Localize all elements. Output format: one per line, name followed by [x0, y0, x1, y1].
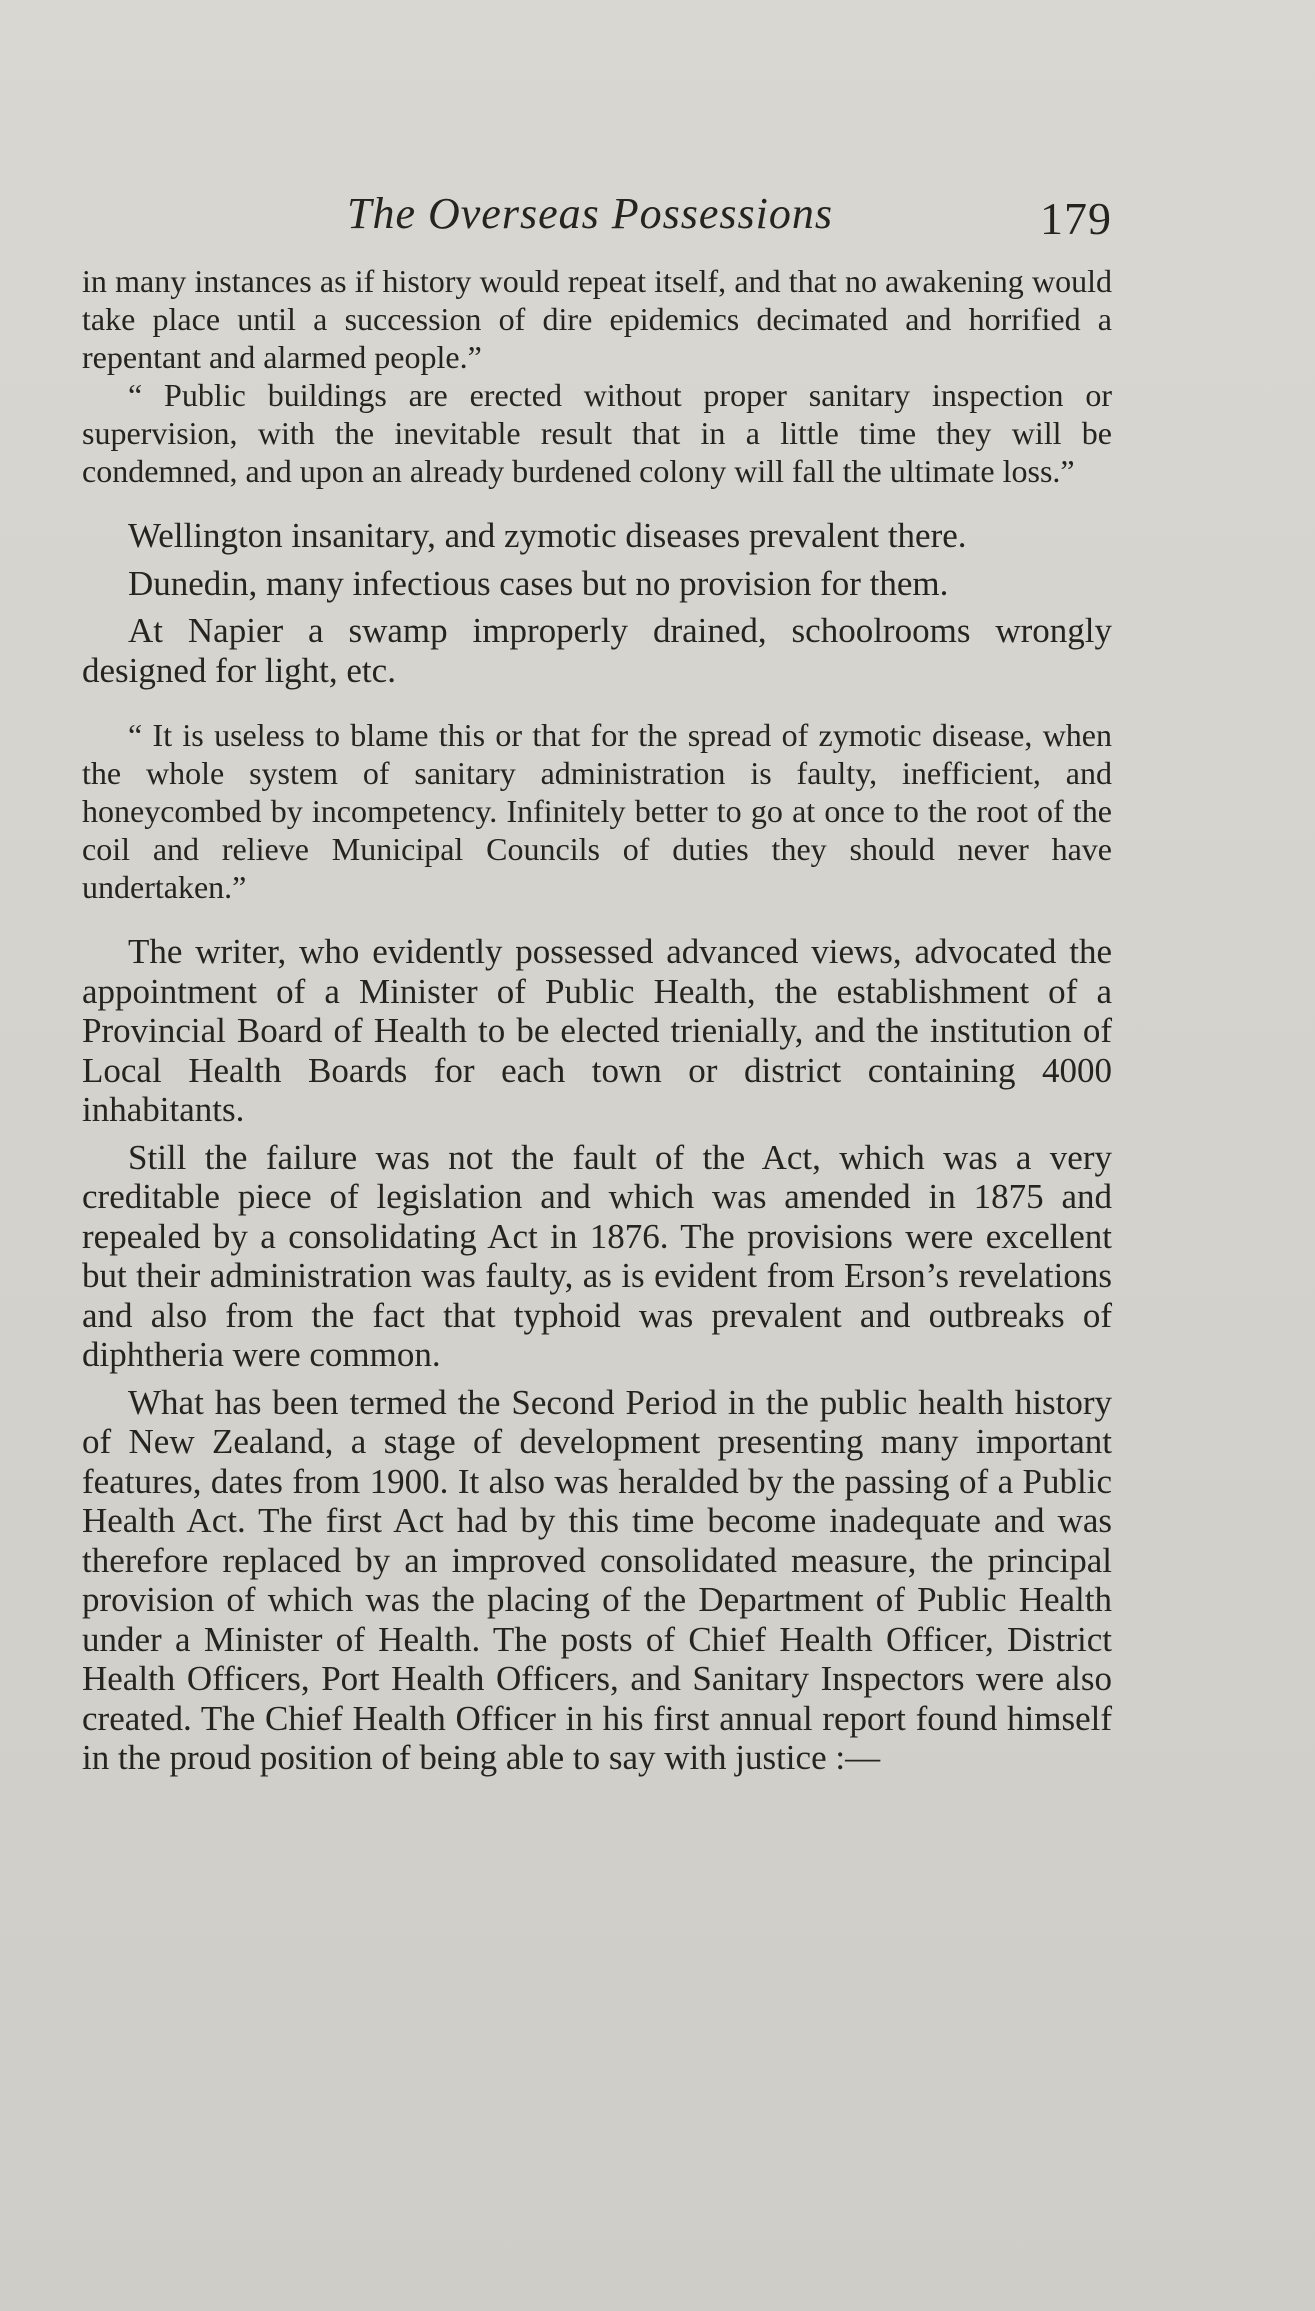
page-number: 179	[1040, 193, 1112, 244]
failure-paragraph: Still the failure was not the fault of the Act, which was a very creditable piece of legislation and which was amended in 1875 and repealed by a consolidating Act in 1876. The provisions were excellent but their administration was faulty, as is evident from Erson’s revelations and also from the fact that typhoid was prevalent and outbreaks of diphtheria were common.	[82, 1137, 1112, 1374]
quote-public-buildings-paragraph: “ Public buildings are erected without proper sanitary inspection or supervision, with the inevitable result that in a little time they will be condemned, and upon an already burdened colony will fall the ultimate loss.”	[82, 377, 1112, 489]
second-period-paragraph: What has been termed the Second Period in the public health history of New Zealand, a stage of development presenting many important features, dates from 1900. It also was heralded by the passing of a Public Health Act. The first Act had by this time become inadequate and was therefore replaced by an improved consolidated measure, the principal provision of which was the placing of the Department of Public Health under a Minister of Health. The posts of Chief Health Officer, District Health Officers, Port Health Officers, and Sanitary Inspectors were also created. The Chief Health Officer in his first annual report found himself in the proud position of being able to say with justice :—	[82, 1382, 1112, 1777]
writer-paragraph: The writer, who evidently possessed advanced views, advocated the appointment of a Minister of Public Health, the establishment of a Provincial Board of Health to be elected trienially, and the institution of Local Health Boards for each town or district containing 4000 inhabitants.	[82, 932, 1112, 1129]
running-title: The Overseas Possessions	[347, 189, 833, 238]
napier-paragraph: At Napier a swamp improperly drained, schoolrooms wrongly designed for light, etc.	[82, 611, 1112, 690]
quote-zymotic-paragraph: “ It is useless to blame this or that for the spread of zymotic disease, when the whole system of sanitary administration is faulty, inefficient, and honeycombed by incompetency. Infinitely better to go at once to the root of the coil and relieve Municipal Councils of duties they should never have undertaken.”	[82, 717, 1112, 905]
quote-continuation-paragraph: in many instances as if history would repeat itself, and that no awakening would take place until a succession of dire epidemics decimated and horrified a repentant and alarmed people.”	[82, 263, 1112, 375]
dunedin-paragraph: Dunedin, many infectious cases but no provision for them.	[128, 563, 949, 603]
running-head	[82, 188, 1112, 248]
wellington-paragraph: Wellington insanitary, and zymotic diseases prevalent there.	[128, 516, 967, 555]
text-block	[82, 262, 1112, 1778]
